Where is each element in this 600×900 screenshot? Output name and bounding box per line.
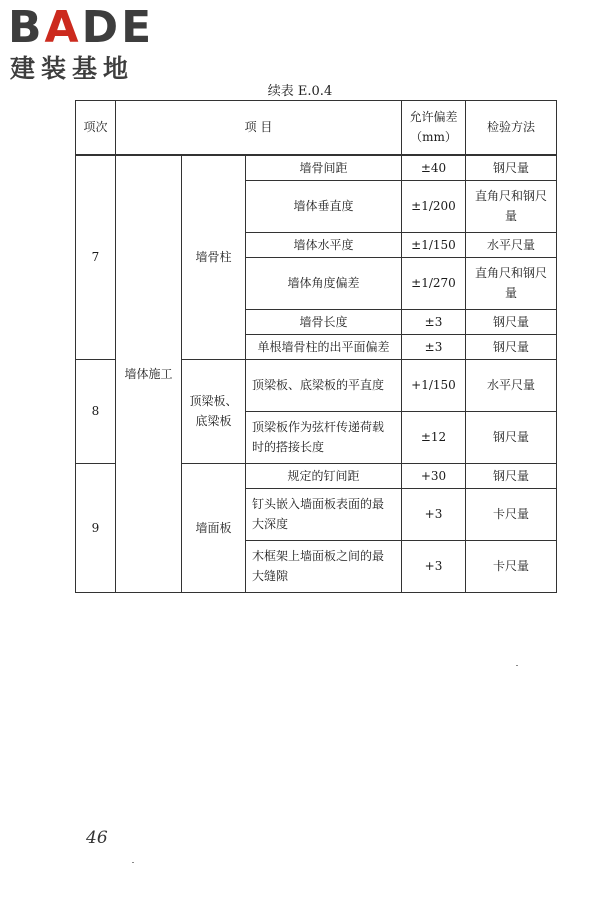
group-no: 8 bbox=[76, 359, 116, 463]
row-method: 钢尺量 bbox=[466, 334, 557, 359]
group-no: 9 bbox=[76, 463, 116, 592]
group-no: 7 bbox=[76, 155, 116, 360]
row-method: 钢尺量 bbox=[466, 411, 557, 463]
row-tolerance: ±1/200 bbox=[402, 180, 466, 232]
header-tolerance: 允许偏差（mm） bbox=[402, 101, 466, 155]
row-tolerance: ±40 bbox=[402, 155, 466, 181]
row-method: 水平尺量 bbox=[466, 232, 557, 257]
row-method: 钢尺量 bbox=[466, 309, 557, 334]
table-row bbox=[76, 155, 557, 181]
page-number: 46 bbox=[86, 828, 108, 848]
header-method: 检验方法 bbox=[466, 101, 557, 155]
row-item: 墙骨长度 bbox=[246, 309, 402, 334]
row-method: 钢尺量 bbox=[466, 155, 557, 181]
row-tolerance: ±1/150 bbox=[402, 232, 466, 257]
row-item: 顶梁板、底梁板的平直度 bbox=[246, 359, 402, 411]
row-tolerance: ±12 bbox=[402, 411, 466, 463]
scan-speck bbox=[132, 862, 134, 863]
tolerance-table bbox=[75, 100, 557, 593]
logo-wordmark: BADE bbox=[8, 2, 155, 53]
row-tolerance: +30 bbox=[402, 463, 466, 488]
row-method: 直角尺和钢尺量 bbox=[466, 180, 557, 232]
table-caption: 续表 E.0.4 bbox=[267, 84, 333, 99]
row-tolerance: +3 bbox=[402, 540, 466, 592]
group-category: 墙面板 bbox=[182, 463, 246, 592]
row-item: 墙体垂直度 bbox=[246, 180, 402, 232]
row-tolerance: +3 bbox=[402, 488, 466, 540]
bade-logo bbox=[8, 4, 178, 88]
group-category: 墙骨柱 bbox=[182, 155, 246, 360]
row-item: 木框架上墙面板之间的最大缝隙 bbox=[246, 540, 402, 592]
row-item: 墙体水平度 bbox=[246, 232, 402, 257]
row-method: 钢尺量 bbox=[466, 463, 557, 488]
row-item: 墙骨间距 bbox=[246, 155, 402, 181]
row-method: 卡尺量 bbox=[466, 540, 557, 592]
logo-subtitle: 建装基地 bbox=[10, 54, 135, 83]
row-tolerance: ±3 bbox=[402, 334, 466, 359]
row-item: 墙体角度偏差 bbox=[246, 257, 402, 309]
header-item: 项 目 bbox=[116, 101, 402, 155]
row-method: 直角尺和钢尺量 bbox=[466, 257, 557, 309]
header-no: 项次 bbox=[76, 101, 116, 155]
row-item: 单根墙骨柱的出平面偏差 bbox=[246, 334, 402, 359]
section-label: 墙体施工 bbox=[116, 155, 182, 593]
row-tolerance: ±3 bbox=[402, 309, 466, 334]
row-method: 卡尺量 bbox=[466, 488, 557, 540]
scan-speck bbox=[516, 665, 518, 666]
row-method: 水平尺量 bbox=[466, 359, 557, 411]
row-item: 钉头嵌入墙面板表面的最大深度 bbox=[246, 488, 402, 540]
row-tolerance: +1/150 bbox=[402, 359, 466, 411]
group-category: 顶梁板、底梁板 bbox=[182, 359, 246, 463]
row-tolerance: ±1/270 bbox=[402, 257, 466, 309]
row-item: 规定的钉间距 bbox=[246, 463, 402, 488]
row-item: 顶梁板作为弦杆传递荷载时的搭接长度 bbox=[246, 411, 402, 463]
